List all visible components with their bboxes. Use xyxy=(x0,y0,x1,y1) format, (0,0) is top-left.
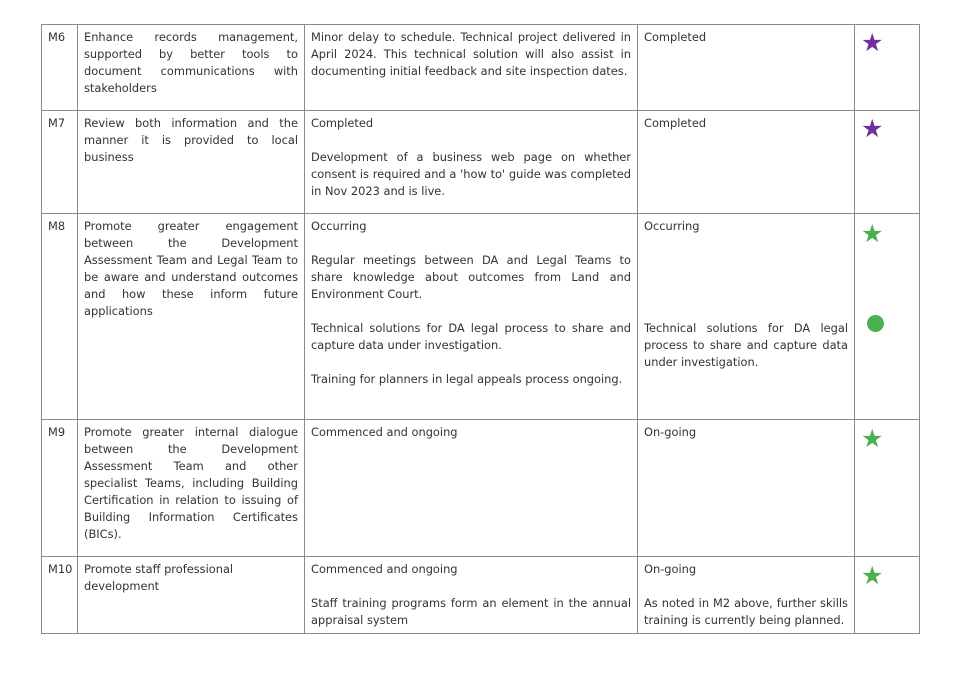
row-id: M6 xyxy=(42,25,78,111)
progress-cell xyxy=(305,111,638,214)
status-text: As noted in M2 above, further skills training is currently being planned. xyxy=(644,596,848,627)
actions-table xyxy=(41,24,920,634)
progress-cell xyxy=(305,557,638,634)
action-cell xyxy=(78,214,305,420)
action-text: Promote staff professional development xyxy=(84,562,234,593)
row-id: M9 xyxy=(42,420,78,557)
action-cell xyxy=(78,420,305,557)
table-row xyxy=(42,214,920,420)
table-row xyxy=(42,557,920,634)
status-text: Completed xyxy=(644,116,707,130)
status-text: On-going xyxy=(644,425,697,439)
status-cell xyxy=(638,214,855,420)
table-row xyxy=(42,420,920,557)
icon-cell xyxy=(855,25,920,111)
action-cell xyxy=(78,111,305,214)
icon-cell xyxy=(855,557,920,634)
progress-text: Completed xyxy=(311,116,374,130)
progress-cell xyxy=(305,25,638,111)
action-text: Promote greater engagement between the Development Assessment Team and Legal Team to be aware and understand outcomes and how these inform future applications xyxy=(84,219,298,318)
progress-text: Development of a business web page on whether consent is required and a 'how to' guide was completed in Nov 2023 and is live. xyxy=(311,150,631,198)
status-text: Completed xyxy=(644,30,707,44)
table-row xyxy=(42,111,920,214)
status-text: On-going xyxy=(644,562,697,576)
green-star-icon: ★ xyxy=(861,424,884,453)
progress-cell xyxy=(305,420,638,557)
action-cell xyxy=(78,557,305,634)
action-text: Review both information and the manner it is provided to local business xyxy=(84,116,298,164)
status-text: Technical solutions for DA legal process to share and capture data under investigation. xyxy=(644,321,848,369)
status-text: Occurring xyxy=(644,219,700,233)
table-row xyxy=(42,25,920,111)
action-text: Enhance records management, supported by better tools to document communications with stakeholders xyxy=(84,30,298,95)
progress-cell xyxy=(305,214,638,420)
progress-text: Training for planners in legal appeals process ongoing. xyxy=(311,372,623,386)
progress-text: Occurring xyxy=(311,219,367,233)
row-id: M10 xyxy=(42,557,78,634)
progress-text: Commenced and ongoing xyxy=(311,562,458,576)
status-cell xyxy=(638,420,855,557)
icon-cell xyxy=(855,111,920,214)
purple-star-icon: ★ xyxy=(861,114,884,143)
icon-cell xyxy=(855,420,920,557)
progress-text: Technical solutions for DA legal process to share and capture data under investigation. xyxy=(311,321,631,352)
green-star-icon: ★ xyxy=(861,219,884,248)
row-id: M8 xyxy=(42,214,78,420)
status-cell xyxy=(638,111,855,214)
progress-text: Commenced and ongoing xyxy=(311,425,458,439)
icon-cell xyxy=(855,214,920,420)
status-cell xyxy=(638,557,855,634)
row-id: M7 xyxy=(42,111,78,214)
progress-text: Minor delay to schedule. Technical project delivered in April 2024. This technical solution will also assist in documenting initial feedback and site inspection dates. xyxy=(311,30,631,78)
purple-star-icon: ★ xyxy=(861,28,884,57)
action-text: Promote greater internal dialogue between the Development Assessment Team and other specialist Teams, including Building Certification in relation to issuing of Building Information Certificates (BICs). xyxy=(84,425,298,541)
action-cell xyxy=(78,25,305,111)
progress-text: Staff training programs form an element in the annual appraisal system xyxy=(311,596,631,627)
progress-text: Regular meetings between DA and Legal Teams to share knowledge about outcomes from Land and Environment Court. xyxy=(311,253,631,301)
green-star-icon: ★ xyxy=(861,561,884,590)
status-cell xyxy=(638,25,855,111)
green-circle-icon xyxy=(867,315,884,332)
